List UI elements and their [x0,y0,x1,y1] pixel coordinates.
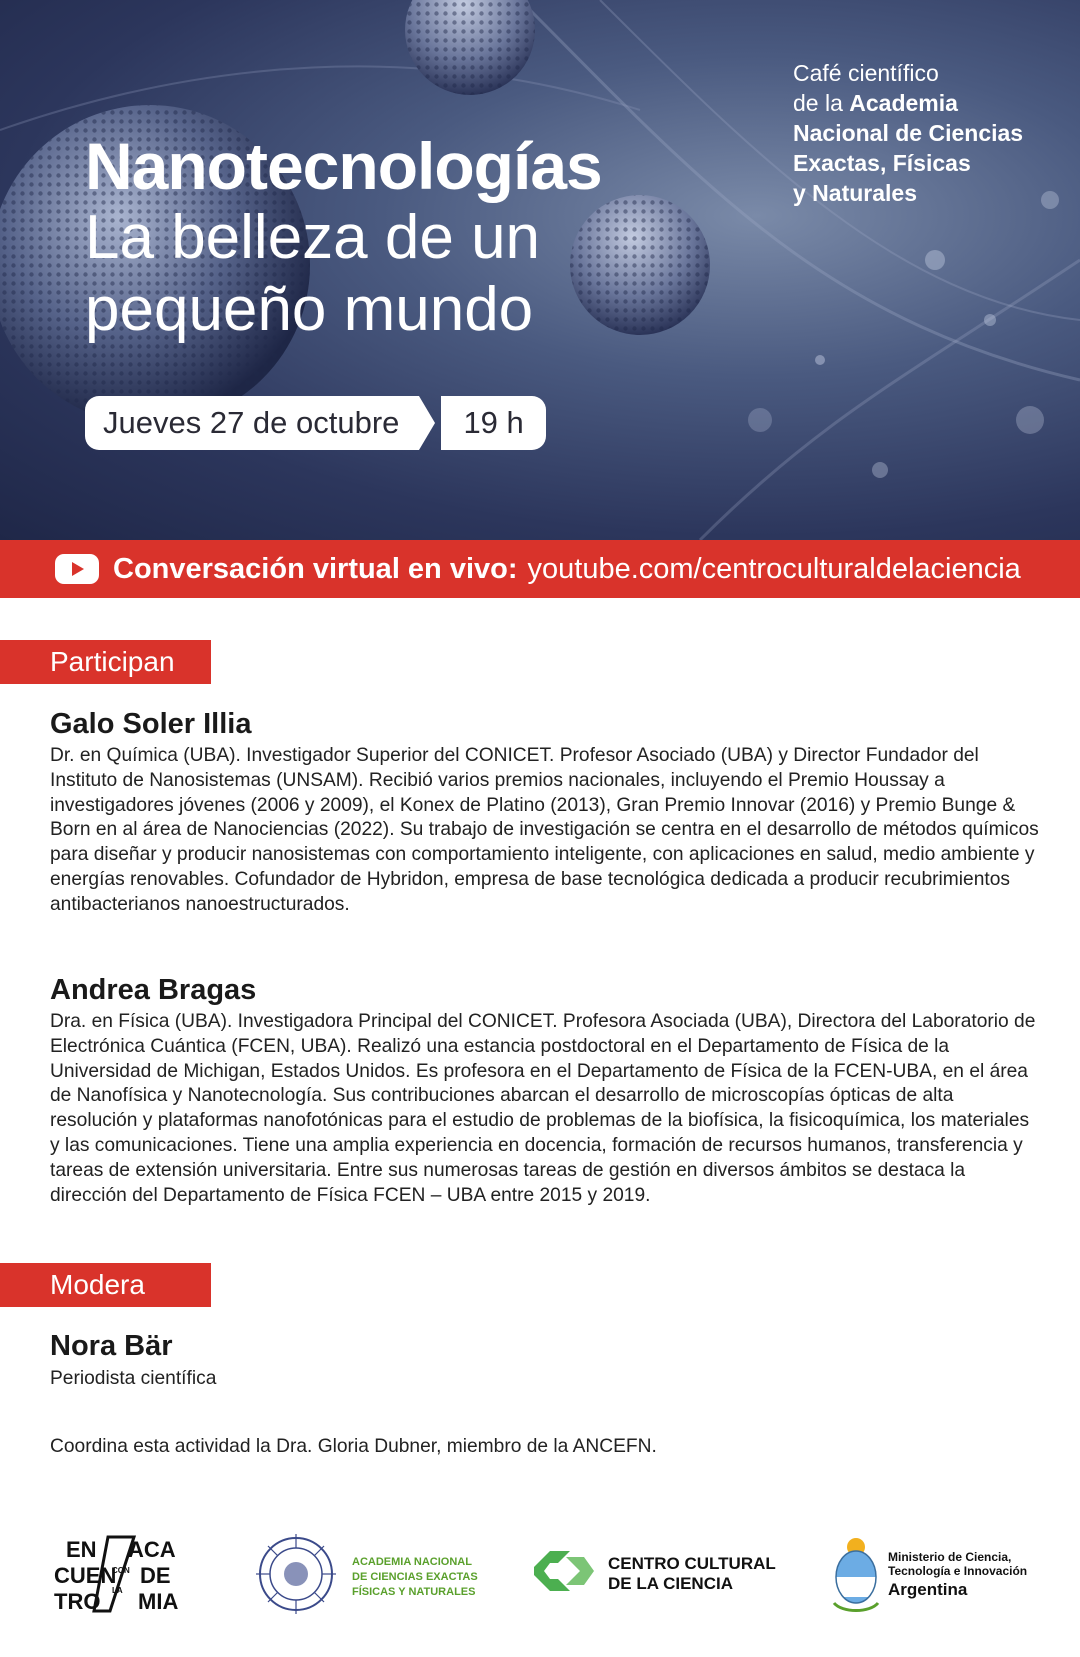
live-url-link[interactable]: youtube.com/centroculturaldelaciencia [527,552,1021,585]
participant-name: Galo Soler Illia [50,708,252,740]
participant-bio: Dr. en Química (UBA). Investigador Superior del CONICET. Profesor Asociado (UBA) y Director Fundador del Instituto de Nanosistemas (UNSAM). Recibió varios premios nacionales, incluyendo el Premio Houssay a investigadores jóvenes (2006 y 2009), el Konex de Platino (2013), Gran Premio Innovar (2016) y Premio Bunge & Born en al área de Nanociencias (2022). Su trabajo de investigación se centra en el desarrollo de métodos químicos para diseñar y producir nanosistemas con comportamiento inteligente, con aplicaciones en salud, medio ambiente y energías renovables. Cofundador de Hybridon, empresa de base tecnológica dedicada a producir recubrimientos antibacterianos nanoestructurados. [50,745,1039,915]
live-label: Conversación virtual en vivo: [113,552,518,585]
participant-name: Andrea Bragas [50,974,257,1006]
date-time-pill [85,396,546,450]
sponsor-logos [0,1525,1080,1625]
centro-cultural-logo [530,1545,776,1605]
youtube-icon [55,554,99,584]
academia-line-3: FÍSICAS Y NATURALES [352,1586,476,1598]
logo-mia: MIA [138,1589,179,1614]
org-line-3: Nacional de Ciencias [793,120,1024,146]
logo-cuen: CUEN [54,1563,117,1588]
logo-la: LA [112,1586,123,1595]
participant-bio: Dra. en Física (UBA). Investigadora Principal del CONICET. Profesora Asociada (UBA), Directora del Laboratorio de Electrónica Cuántica (FCEN, UBA). Realizó una estancia postdoctoral en el Departamento de Física de la Universidad de Michigan, Estados Unidos. Es profesora en el Departamento de Física de la FCEN-UBA, en el área de Nanofísica y Nanotecnología. Sus contribuciones abarcan el desarrollo de microscopías ópticas de alta resolución y plataformas nanofotónicas para el estudio de problemas de la biofísica, la fisicoquímica, los materiales y las comunicaciones. Tiene una amplia experiencia en docencia, formación de recursos humanos, transferencia y tareas de extensión universitaria. Entre sus numerosas tareas de gestión en diversos ámbitos se destaca la dirección del Departamento de Física FCEN – UBA entre 2015 y 2019. [50,1011,1036,1206]
moderator-name: Nora Bär [50,1330,173,1362]
centro-line-1: CENTRO CULTURAL [608,1554,776,1573]
logo-de: DE [140,1563,171,1588]
centro-line-2: DE LA CIENCIA [608,1574,733,1593]
academia-nacional-logo [256,1529,478,1619]
org-line-5: y Naturales [793,180,918,206]
ministerio-line-1: Ministerio de Ciencia, [888,1550,1012,1564]
event-title [85,130,602,346]
encuentro-academia-logo [50,1535,190,1613]
moderator-role: Periodista científica [50,1368,217,1389]
event-date: Jueves 27 de octubre [85,396,419,450]
organizer-block [793,58,1023,208]
title-line-2: La belleza de un [85,203,541,272]
ministerio-line-3: Argentina [888,1580,968,1599]
logo-tro: TRO [54,1589,101,1614]
section-participants: Participan [0,640,211,684]
hero-banner [0,0,1080,540]
event-time: 19 h [441,396,545,450]
org-line-4: Exactas, Físicas [793,150,971,176]
academia-line-1: ACADEMIA NACIONAL [352,1556,472,1568]
title-line-3: pequeño mundo [85,275,534,344]
section-moderator: Modera [0,1263,211,1307]
academia-line-2: DE CIENCIAS EXACTAS [352,1571,478,1583]
title-line-1: Nanotecnologías [85,129,602,203]
coordination-note: Coordina esta actividad la Dra. Gloria Dubner, miembro de la ANCEFN. [50,1436,657,1457]
org-line-1: Café científico [793,60,939,86]
logo-con: CON [112,1566,130,1575]
org-line-2: de la Academia [793,90,958,116]
live-stream-bar [0,540,1080,598]
ministerio-logo [832,1533,1032,1617]
ministerio-line-2: Tecnología e Innovación [888,1564,1028,1578]
logo-en: EN [66,1537,97,1562]
chevron-right-icon [419,396,435,450]
logo-aca: ACA [128,1537,176,1562]
